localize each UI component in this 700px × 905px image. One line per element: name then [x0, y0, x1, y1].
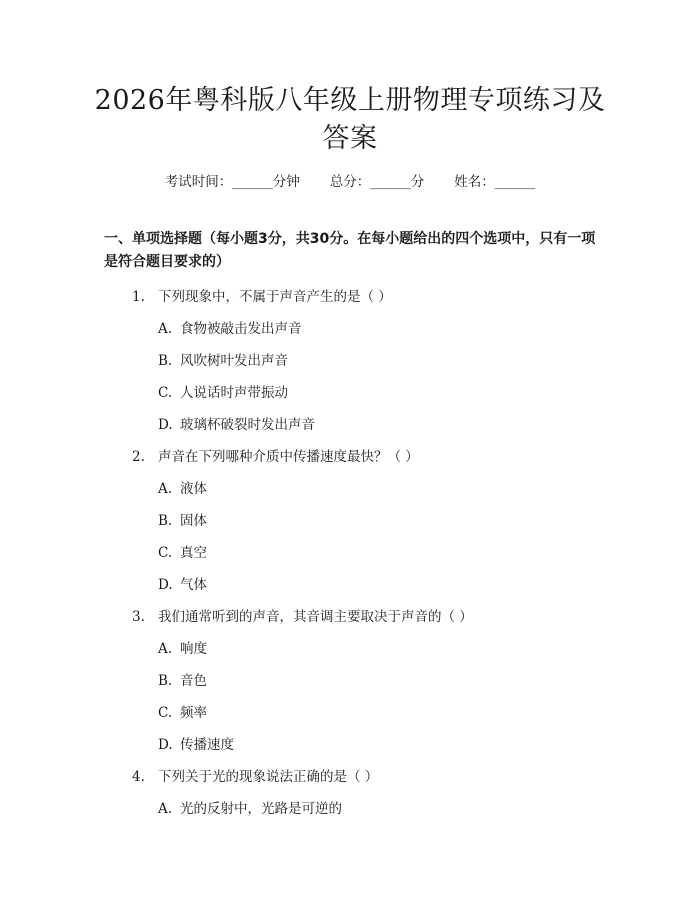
question-text: 我们通常听到的声音，其音调主要取决于声音的（ ） [158, 609, 473, 625]
option-text: 玻璃杯破裂时发出声音 [180, 417, 315, 433]
question-number: 3. [132, 609, 145, 625]
total-score-label: 总分：______分 [329, 174, 425, 190]
option-letter: A. [158, 481, 173, 497]
option-text: 气体 [180, 577, 207, 593]
answer-option [158, 573, 207, 593]
question-text: 声音在下列哪种介质中传播速度最快？（ ） [158, 449, 419, 465]
answer-option [158, 317, 302, 337]
option-text: 频率 [180, 705, 207, 721]
question-number: 4. [132, 769, 145, 785]
option-letter: D. [158, 417, 173, 433]
answer-option [158, 477, 207, 497]
answer-option [158, 541, 207, 561]
answer-option [158, 413, 315, 433]
option-text: 液体 [180, 481, 207, 497]
question-stem [132, 285, 392, 305]
option-text: 食物被敲击发出声音 [180, 321, 302, 337]
option-letter: A. [158, 801, 173, 817]
question-number: 1. [132, 289, 145, 305]
option-text: 传播速度 [180, 737, 234, 753]
question-text: 下列现象中，不属于声音产生的是（ ） [158, 289, 392, 305]
answer-option [158, 381, 288, 401]
option-letter: B. [158, 673, 173, 689]
option-letter: C. [158, 705, 173, 721]
option-letter: A. [158, 641, 173, 657]
option-letter: C. [158, 545, 173, 561]
answer-option [158, 349, 288, 369]
option-text: 光的反射中，光路是可逆的 [180, 801, 342, 817]
question-text: 下列关于光的现象说法正确的是（ ） [158, 769, 379, 785]
answer-option [158, 509, 207, 529]
answer-option [158, 701, 207, 721]
option-letter: D. [158, 577, 173, 593]
question-number: 2. [132, 449, 145, 465]
option-letter: D. [158, 737, 173, 753]
option-text: 固体 [180, 513, 207, 529]
option-letter: C. [158, 385, 173, 401]
option-letter: A. [158, 321, 173, 337]
answer-option [158, 637, 207, 657]
question-stem [132, 605, 473, 625]
option-text: 音色 [180, 673, 207, 689]
option-text: 风吹树叶发出声音 [180, 353, 288, 369]
option-letter: B. [158, 353, 173, 369]
exam-time-label: 考试时间：______分钟 [164, 174, 300, 190]
option-text: 人说话时声带振动 [180, 385, 288, 401]
option-letter: B. [158, 513, 173, 529]
answer-option [158, 733, 234, 753]
document-title: 2026年粤科版八年级上册物理专项练习及答案 [94, 85, 606, 154]
student-name-label: 姓名：______ [454, 174, 536, 190]
answer-option [158, 797, 342, 817]
exam-meta [0, 170, 700, 190]
question-stem [132, 765, 378, 785]
question-stem [132, 445, 419, 465]
option-text: 真空 [180, 545, 207, 561]
section-heading: 一、单项选择题（每小题3分，共30分。在每小题给出的四个选项中，只有一项是符合题目要求的） [104, 231, 596, 270]
option-text: 响度 [180, 641, 207, 657]
answer-option [158, 669, 207, 689]
